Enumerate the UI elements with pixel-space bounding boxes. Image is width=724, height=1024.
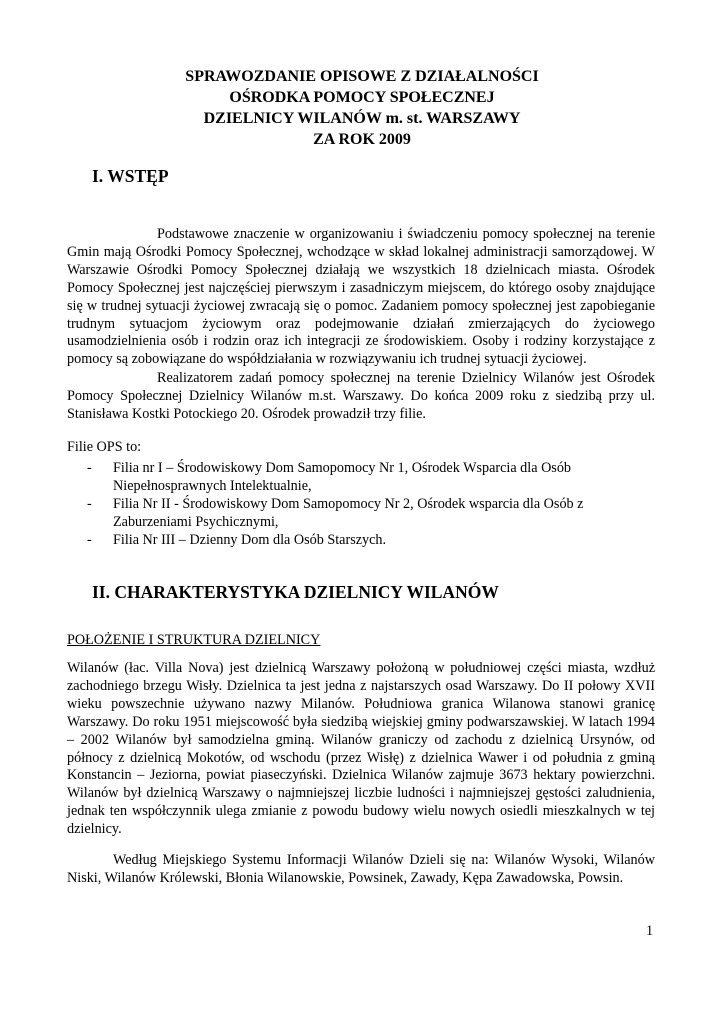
list-item [87, 496, 647, 532]
document-title [0, 66, 724, 150]
filia-text: Filia Nr II - Środowiskowy Dom Samopomocy Nr 2, Ośrodek wsparcia dla Osób z Zaburzeniami Psychicznymi, [113, 495, 584, 530]
section-heading-wstep: I. WSTĘP [92, 166, 169, 186]
paragraph-wilanow: Wilanów (łac. Villa Nova) jest dzielnicą Warszawy położoną w południowej części miasta, wzdłuż zachodniego brzegu Wisły. Dzielnica ta jest jedna z najstarszych osad Warszawy. Do II połowy XVII wieku powszechnie używano nazwy Milanów. Południowa granica Wilanowa stanowi granicę Warszawy. Do roku 1951 miejscowość była siedzibą wiejskiej gminy podwarszawskiej. W latach 1994 – 2002 Wilanów był samodzielna gminą. Wilanów graniczy od zachodu z dzielnicą Ursynów, od północy z dzielnicą Mokotów, od wschodu (przez Wisłę) z dzielnica Wawer i od południa z gminą Konstancin – Jeziorna, powiat piaseczyński. Dzielnica Wilanów zajmuje 3673 hektary powierzchni. Wilanów był dzielnicą Warszawy o najmniejszej liczbie ludności i najmniejszej gęstości zaludnienia, jednak ten współczynnik ulega zmianie z powodu budowy wielu nowych osiedli mieszkalnych w tej dzielnicy. [67, 660, 655, 838]
paragraph-msi-text: Według Miejskiego Systemu Informacji Wilanów Dzieli się na: Wilanów Wysoki, Wilanów Niski, Wilanów Królewski, Błonia Wilanowskie, Powsinek, Zawady, Kępa Zawadowska, Powsin. [67, 852, 655, 886]
filie-list [87, 460, 647, 550]
paragraph-intro-text: Podstawowe znaczenie w organizowaniu i świadczeniu pomocy społecznej na terenie Gmin mają Ośrodki Pomocy Społecznej, wchodzące w skład lokalnej administracji samorządowej. W Warszawie Ośrodki Pomocy Społecznej działają we wszystkich 18 dzielnicach miasta. Ośrodek Pomocy Społecznej jest najczęściej pierwszym i zasadniczym miejscem, do którego osoby znajdujące się w trudnej sytuacji życiowej zwracają się o pomoc. Zadaniem pomocy społecznej jest zapobieganie trudnym sytuacjom życiowym oraz podejmowanie działań zmierzających do życiowego usamodzielnienia osób i rodzin oraz ich integracji ze środowiskiem. Osoby i rodziny korzystające z pomocy są zobowiązane do współdziałania w rozwiązywaniu ich trudnej sytuacji życiowej. [67, 226, 655, 368]
filie-lead: Filie OPS to: [67, 439, 142, 455]
filia-text: Filia nr I – Środowiskowy Dom Samopomocy Nr 1, Ośrodek Wsparcia dla Osób Niepełnosprawnych Intelektualnie, [113, 460, 572, 494]
title-line-3: DZIELNICY WILANÓW m. st. WARSZAWY [203, 110, 521, 127]
section-heading-charakterystyka: II. CHARAKTERYSTYKA DZIELNICY WILANÓW [92, 582, 499, 602]
list-item [87, 460, 647, 496]
bullet-dash: - [87, 495, 92, 512]
page-number: 1 [646, 923, 654, 939]
filia-text: Filia Nr III – Dzienny Dom dla Osób Starszych. [113, 531, 387, 548]
paragraph-realizator-text: Realizatorem zadań pomocy społecznej na terenie Dzielnicy Wilanów jest Ośrodek Pomocy Społecznej Dzielnicy Wilanów m.st. Warszawy. Do końca 2009 roku z siedzibą przy ul. Stanisława Kostki Potockiego 20. Ośrodek prowadził trzy filie. [67, 370, 655, 422]
paragraph-intro [67, 226, 655, 369]
title-line-1: SPRAWOZDANIE OPISOWE Z DZIAŁALNOŚCI [185, 68, 539, 85]
title-line-2: OŚRODKA POMOCY SPOŁECZNEJ [229, 89, 495, 106]
paragraph-realizator [67, 370, 655, 424]
paragraph-msi [67, 852, 655, 888]
list-item [87, 532, 647, 550]
bullet-dash: - [87, 460, 92, 476]
subheading-polozenie: POŁOŻENIE I STRUKTURA DZIELNICY [67, 632, 321, 648]
title-line-4: ZA ROK 2009 [313, 131, 411, 148]
bullet-dash: - [87, 531, 92, 548]
